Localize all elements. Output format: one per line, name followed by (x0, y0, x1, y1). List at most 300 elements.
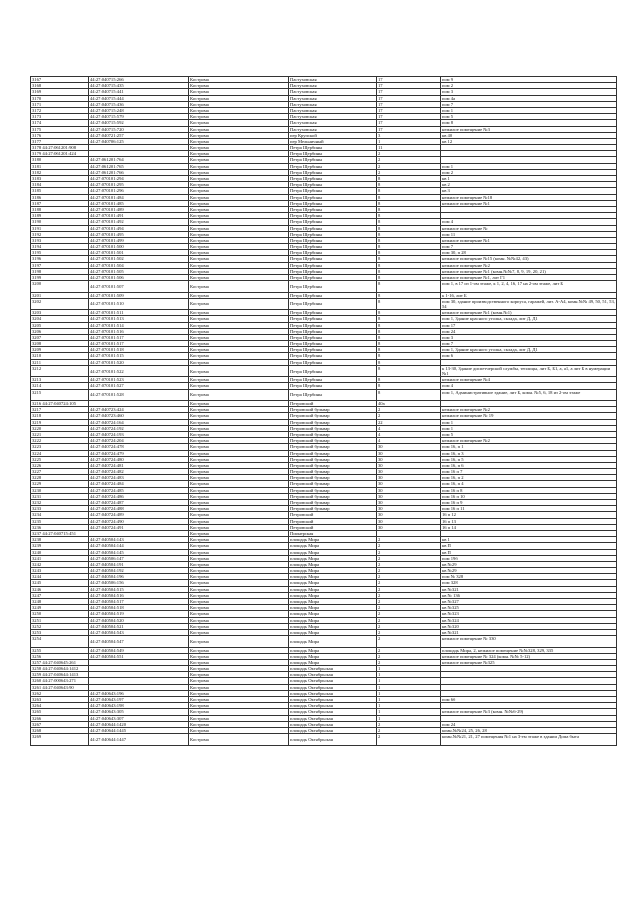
premises-note: к 13-30, Здание диспетчерской службы, теплицы, лит Б, Б1, а, а1, а лит Б в нумерации №1 (441, 365, 617, 376)
street-cell: площадь Мира (289, 586, 377, 592)
house-cell: 8 (377, 219, 441, 225)
entry-number: 3254 (31, 636, 89, 647)
entry-number: 3169 (31, 89, 89, 95)
house-cell: 2 (377, 605, 441, 611)
street-cell: площадь Октябрьская (289, 721, 377, 727)
street-cell: пер Мельничный (289, 138, 377, 144)
street-cell: площадь Мира (289, 653, 377, 659)
cadastral-number: 44:27:040504:196 (89, 574, 189, 580)
house-cell: 2 (377, 727, 441, 733)
house-cell: 30 (377, 512, 441, 518)
house-cell: 8 (377, 237, 441, 243)
entry-number: 3190 (31, 219, 89, 225)
cadastral-number: 44:27:040504:144 (89, 543, 189, 549)
city-cell: Кострома (189, 389, 289, 400)
cadastral-number: 44:27:040504:520 (89, 617, 189, 623)
house-cell: 8 (377, 359, 441, 365)
table-row (31, 365, 617, 376)
cadastral-number: 44:27:040504:518 (89, 605, 189, 611)
city-cell: Кострома (189, 599, 289, 605)
entry-number: 3197 (31, 262, 89, 268)
city-cell: Кострома (189, 377, 289, 383)
city-cell: Кострома (189, 605, 289, 611)
street-cell: Петровский бульвар (289, 431, 377, 437)
entry-number: 3230 (31, 487, 89, 493)
premises-note: пом 16, п 1 (441, 444, 617, 450)
city-cell: Кострома (189, 132, 289, 138)
house-cell: 8 (377, 347, 441, 353)
entry-number: 3175 (31, 126, 89, 132)
cadastral-number: 44:27:070101:522 (89, 365, 189, 376)
street-cell: площадь Мира (289, 592, 377, 598)
house-cell: 2 (377, 568, 441, 574)
city-cell: Кострома (189, 586, 289, 592)
house-cell: 8 (377, 353, 441, 359)
street-cell: Петра Щербины (289, 365, 377, 376)
premises-note: пом 7 (441, 341, 617, 347)
premises-note: кв №321 (441, 586, 617, 592)
house-cell: 8 (377, 188, 441, 194)
premises-note: нежилое помещение № 330 (441, 636, 617, 647)
entry-number: 3210 (31, 353, 89, 359)
entry-number: 3173 (31, 114, 89, 120)
street-cell: Петра Щербины (289, 256, 377, 262)
street-cell: Петра Щербины (289, 213, 377, 219)
entry-number: 3226 (31, 462, 89, 468)
cadastral-number: 44:27:070101:515 (89, 353, 189, 359)
street-cell: площадь Мира (289, 543, 377, 549)
premises-note: нежилое помещение №1 (комн.№1) (441, 310, 617, 316)
street-cell: площадь Мира (289, 561, 377, 567)
house-cell: 8 (377, 275, 441, 281)
premises-note: нежилое помещение №1, лит Г1 (441, 275, 617, 281)
street-cell: Петра Щербины (289, 281, 377, 292)
cadastral-number: 44:27:040715:441 (89, 89, 189, 95)
street-cell: Петра Щербины (289, 377, 377, 383)
premises-note: кв П (441, 549, 617, 555)
entry-number: 3178 44:27:061201:908 (31, 145, 89, 151)
premises-note: пом № 328 (441, 574, 617, 580)
street-cell: Петра Щербины (289, 341, 377, 347)
house-cell: 30 (377, 487, 441, 493)
premises-note: пом 1 (441, 107, 617, 113)
cadastral-number: 44:27:040644:1420 (89, 721, 189, 727)
cadastral-number: 44:27:070101:511 (89, 310, 189, 316)
house-cell: 17 (377, 114, 441, 120)
premises-note: пом 2 (441, 83, 617, 89)
cadastral-number: 44:27:070101:501 (89, 250, 189, 256)
entry-number: 3201 (31, 292, 89, 298)
street-cell: Петровский (289, 518, 377, 524)
house-cell: 17 (377, 101, 441, 107)
street-cell: Петра Щербины (289, 237, 377, 243)
premises-note: комн.№№24, 25, 26, 28 (441, 727, 617, 733)
cadastral-number: 44:27:070101:507 (89, 281, 189, 292)
entry-number: 3168 (31, 83, 89, 89)
house-cell: 30 (377, 450, 441, 456)
cadastral-number: 44:27:070101:502 (89, 256, 189, 262)
cadastral-number: 44:27:040715:444 (89, 95, 189, 101)
street-cell: Пастуховская (289, 126, 377, 132)
street-cell: площадь Октябрьская (289, 666, 377, 672)
entry-number: 3268 (31, 727, 89, 733)
cadastral-number: 44:27:040504:145 (89, 549, 189, 555)
premises-note: кв №321 (441, 629, 617, 635)
cadastral-number: 44:27:040724:478 (89, 444, 189, 450)
city-cell: Кострома (189, 310, 289, 316)
entry-number: 3204 (31, 316, 89, 322)
city-cell: Кострома (189, 145, 289, 151)
cadastral-number: 44:27:040643:196 (89, 690, 189, 696)
house-cell: 2 (377, 151, 441, 157)
premises-note: пом 5 (441, 431, 617, 437)
street-cell: Петра Щербины (289, 231, 377, 237)
cadastral-number: 44:27:040724:485 (89, 487, 189, 493)
house-cell: 8 (377, 200, 441, 206)
street-cell: Петровский бульвар (289, 407, 377, 413)
premises-note: нежилое помещение №1 (441, 237, 617, 243)
entry-number: 3235 (31, 518, 89, 524)
premises-note: пом 11 (441, 231, 617, 237)
cadastral-number: 44:27:070101:528 (89, 389, 189, 400)
street-cell: площадь Октябрьская (289, 703, 377, 709)
cadastral-number: 44:27:061201:766 (89, 169, 189, 175)
premises-note: пом 16, п 6 (441, 462, 617, 468)
city-cell: Кострома (189, 268, 289, 274)
street-cell: площадь Мира (289, 647, 377, 653)
cadastral-number: 44:27:040724:486 (89, 493, 189, 499)
city-cell: Кострома (189, 537, 289, 543)
premises-note: пом 16 п 9 (441, 500, 617, 506)
entry-number: 3172 (31, 107, 89, 113)
house-cell: 8 (377, 182, 441, 188)
entry-number: 3245 (31, 580, 89, 586)
cadastral-number: 44:27:070101:499 (89, 237, 189, 243)
premises-note: нежилое помещение №325 (441, 659, 617, 665)
entry-number: 3211 (31, 359, 89, 365)
entry-number: 3213 (31, 377, 89, 383)
city-cell: Кострома (189, 206, 289, 212)
city-cell: Кострома (189, 709, 289, 715)
street-cell: Петровский (289, 512, 377, 518)
city-cell: Кострома (189, 347, 289, 353)
city-cell: Кострома (189, 431, 289, 437)
entry-number: 3253 (31, 629, 89, 635)
premises-note: пом 16 п 10 (441, 493, 617, 499)
table-row (31, 734, 617, 745)
city-cell: Кострома (189, 684, 289, 690)
entry-number: 3269 (31, 734, 89, 745)
premises-note: пом 1, в 17 из 1-ом этаже, к 1, 2, 4, 16, 17 на 2-ом этаже, лит Б (441, 281, 617, 292)
premises-note: нежилое помещение №18 (441, 194, 617, 200)
cadastral-number: 44:27:040506:147 (89, 555, 189, 561)
entry-number: 3251 (31, 617, 89, 623)
street-cell: площадь Мира (289, 599, 377, 605)
house-cell: 2 (377, 407, 441, 413)
entry-number: 3225 (31, 456, 89, 462)
cadastral-number: 44:27:040715:579 (89, 114, 189, 120)
premises-note: кв №327 (441, 599, 617, 605)
entry-number: 3266 (31, 715, 89, 721)
city-cell: Кострома (189, 200, 289, 206)
city-cell: Кострома (189, 469, 289, 475)
entry-number: 3233 (31, 506, 89, 512)
house-cell: 2 (377, 157, 441, 163)
house-cell: 8 (377, 176, 441, 182)
entry-number: 3217 (31, 407, 89, 413)
house-cell: 17 (377, 107, 441, 113)
premises-note: кв П (441, 543, 617, 549)
city-cell: Кострома (189, 672, 289, 678)
house-cell: 1 (377, 715, 441, 721)
house-cell: 2 (377, 549, 441, 555)
street-cell: площадь Мира (289, 537, 377, 543)
street-cell: Петровский бульвар (289, 481, 377, 487)
premises-note: пом 7 (441, 101, 617, 107)
house-cell: 8 (377, 268, 441, 274)
premises-note: пом 4а (441, 95, 617, 101)
entry-number: 3209 (31, 347, 89, 353)
city-cell: Кострома (189, 555, 289, 561)
house-cell: 8 (377, 310, 441, 316)
street-cell: Петровский бульвар (289, 475, 377, 481)
city-cell: Кострома (189, 237, 289, 243)
premises-note: нежилое помещение №15 (комн. №№42, 43) (441, 256, 617, 262)
street-cell: Пастуховская (289, 114, 377, 120)
street-cell: Петровский бульвар (289, 413, 377, 419)
cadastral-number: 44:27:070101:514 (89, 322, 189, 328)
cadastral-number: 44:27:040724:491 (89, 524, 189, 530)
premises-note: к 1-16, лит Б (441, 292, 617, 298)
cadastral-number: 44:27:040504:551 (89, 653, 189, 659)
premises-note: нежилое помещение №2 (441, 262, 617, 268)
street-cell: Петра Щербины (289, 298, 377, 309)
street-cell: площадь Мира (289, 605, 377, 611)
cadastral-number: 44:27:040724:490 (89, 518, 189, 524)
house-cell: 1 (377, 709, 441, 715)
entry-number: 3228 (31, 475, 89, 481)
house-cell: 17 (377, 89, 441, 95)
house-cell: 8 (377, 365, 441, 376)
street-cell: Петровский бульвар (289, 506, 377, 512)
street-cell: площадь Октябрьская (289, 709, 377, 715)
house-cell: 2 (377, 659, 441, 665)
house-cell: 2 (377, 617, 441, 623)
house-cell: 2 (377, 574, 441, 580)
house-cell: 17 (377, 126, 441, 132)
street-cell: Петровский бульвар (289, 456, 377, 462)
street-cell: Петровский бульвар (289, 425, 377, 431)
city-cell: Кострома (189, 83, 289, 89)
premises-note: пом 24 (441, 721, 617, 727)
street-cell: Петровский (289, 401, 377, 407)
house-cell: 2 (377, 592, 441, 598)
city-cell: Кострома (189, 225, 289, 231)
entry-number: 3200 (31, 281, 89, 292)
house-cell: 30 (377, 493, 441, 499)
house-cell: 2 (377, 561, 441, 567)
house-cell: 8 (377, 256, 441, 262)
city-cell: Кострома (189, 715, 289, 721)
entry-number: 3186 (31, 194, 89, 200)
house-cell: 1 (377, 678, 441, 684)
street-cell: Петровский (289, 524, 377, 530)
cadastral-number: 44:27:070101:509 (89, 292, 189, 298)
city-cell: Кострома (189, 678, 289, 684)
house-cell: 1 (377, 672, 441, 678)
entry-number: 3218 (31, 413, 89, 419)
entry-number: 3255 (31, 647, 89, 653)
cadastral-number: 44:27:040504:517 (89, 599, 189, 605)
entry-number: 3246 (31, 586, 89, 592)
cadastral-number: 44:27:040504:547 (89, 636, 189, 647)
street-cell: Пионерская (289, 530, 377, 536)
premises-note: кв №320 (441, 623, 617, 629)
city-cell: Кострома (189, 623, 289, 629)
premises-note: нежилое помещение № 19 (441, 413, 617, 419)
house-cell: 8 (377, 334, 441, 340)
house-cell: 2 (377, 721, 441, 727)
street-cell: Петра Щербины (289, 353, 377, 359)
premises-note: пом 16 п 11 (441, 506, 617, 512)
house-cell: 1 (377, 697, 441, 703)
cadastral-number: 44:27:040724:484 (89, 481, 189, 487)
entry-number: 3227 (31, 469, 89, 475)
premises-note: пом 3 (441, 334, 617, 340)
house-cell: 1 (377, 690, 441, 696)
cadastral-number: 44:27:040643:197 (89, 697, 189, 703)
cadastral-number: 44:27:040644:1445 (89, 727, 189, 733)
premises-note: нежилое помещение №3 (комн. №№6-29) (441, 709, 617, 715)
city-cell: Кострома (189, 89, 289, 95)
entry-number: 3242 (31, 561, 89, 567)
street-cell: Петра Щербины (289, 182, 377, 188)
house-cell: 2 (377, 623, 441, 629)
entry-number: 3238 (31, 537, 89, 543)
house-cell: 8 (377, 341, 441, 347)
city-cell: Кострома (189, 298, 289, 309)
cadastral-number: 44:27:070101:505 (89, 268, 189, 274)
city-cell: Кострома (189, 549, 289, 555)
entry-number: 3259 44:27:040644:1413 (31, 672, 89, 678)
house-cell: 30 (377, 500, 441, 506)
cadastral-number: 44:27:070101:510 (89, 298, 189, 309)
cadastral-number: 44:27:040706:125 (89, 138, 189, 144)
street-cell: площадь Мира (289, 568, 377, 574)
street-cell: Петра Щербины (289, 200, 377, 206)
street-cell: площадь Мира (289, 549, 377, 555)
entry-number: 3260 44:27:000643:271 (31, 678, 89, 684)
entry-number: 3236 (31, 524, 89, 530)
house-cell: 40а (377, 401, 441, 407)
premises-note: пом 1 (441, 425, 617, 431)
entry-number: 3171 (31, 101, 89, 107)
city-cell: Кострома (189, 407, 289, 413)
premises-note: пом 16 п 8 (441, 487, 617, 493)
premises-note: кв 3 (441, 188, 617, 194)
house-cell: 8 (377, 213, 441, 219)
city-cell: Кострома (189, 666, 289, 672)
city-cell: Кострома (189, 592, 289, 598)
premises-note: пом 1 (441, 163, 617, 169)
house-cell: 1 (377, 666, 441, 672)
premises-note: пом 4 (441, 219, 617, 225)
city-cell: Кострома (189, 690, 289, 696)
premises-note: пом 16, п 5 (441, 456, 617, 462)
street-cell: Петра Щербины (289, 316, 377, 322)
city-cell: Кострома (189, 114, 289, 120)
street-cell: Петра Щербины (289, 219, 377, 225)
house-cell: 2 (377, 647, 441, 653)
street-cell: Петра Щербины (289, 389, 377, 400)
entry-number: 3249 (31, 605, 89, 611)
street-cell: площадь Октябрьская (289, 734, 377, 745)
street-cell: Петра Щербины (289, 322, 377, 328)
cadastral-number: 44:27:070101:504 (89, 262, 189, 268)
cadastral-number: 44:27:070101:516 (89, 328, 189, 334)
cadastral-number: 44:27:040724:482 (89, 469, 189, 475)
cadastral-number: 44:27:061201:764 (89, 157, 189, 163)
table-row (31, 281, 617, 292)
entry-number: 3252 (31, 623, 89, 629)
city-cell: Кострома (189, 580, 289, 586)
house-cell: 30 (377, 506, 441, 512)
city-cell: Кострома (189, 176, 289, 182)
premises-note: пом 2 (441, 169, 617, 175)
city-cell: Кострома (189, 275, 289, 281)
entry-number: 3214 (31, 383, 89, 389)
street-cell: площадь Октябрьская (289, 684, 377, 690)
street-cell: Пастуховская (289, 120, 377, 126)
cadastral-number: 44:27:070101:500 (89, 244, 189, 250)
house-cell: 4 (377, 431, 441, 437)
cadastral-number: 44:27:040504:519 (89, 611, 189, 617)
city-cell: Кострома (189, 151, 289, 157)
cadastral-number: 44:27:040504:191 (89, 561, 189, 567)
city-cell: Кострома (189, 231, 289, 237)
house-cell: 8 (377, 262, 441, 268)
cadastral-number: 44:27:040724:479 (89, 450, 189, 456)
house-cell: 30 (377, 518, 441, 524)
house-cell: 2 (377, 537, 441, 543)
city-cell: Кострома (189, 292, 289, 298)
entry-number: 3250 (31, 611, 89, 617)
premises-note: пом 7 (441, 244, 617, 250)
entry-number: 3224 (31, 450, 89, 456)
cadastral-number: 44:27:070101:520 (89, 359, 189, 365)
cadastral-number: 44:27:070101:494 (89, 225, 189, 231)
street-cell: Петра Щербины (289, 262, 377, 268)
premises-note: комн.№№21, 21, 27 помещения №1 на 3-ем этаже в здании Дома быта (441, 734, 617, 745)
premises-note: пом 1, Административное здание, лит Б, комн. №5, 6, 18 из 2-ом этаже (441, 389, 617, 400)
house-cell: 2 (377, 599, 441, 605)
entry-number: 3177 (31, 138, 89, 144)
cadastral-number: 44:27:040724:204 (89, 438, 189, 444)
house-cell: 17 (377, 95, 441, 101)
street-cell: площадь Мира (289, 611, 377, 617)
street-cell: площадь Мира (289, 623, 377, 629)
city-cell: Кострома (189, 359, 289, 365)
house-cell: 17 (377, 120, 441, 126)
city-cell: Кострома (189, 500, 289, 506)
city-cell: Кострома (189, 444, 289, 450)
street-cell: Петровский бульвар (289, 493, 377, 499)
city-cell: Кострома (189, 636, 289, 647)
premises-note: нежилое помещение №2 (441, 407, 617, 413)
entry-number: 3256 (31, 653, 89, 659)
premises-note: нежилое помещение №2 (441, 438, 617, 444)
house-cell: 11 (377, 145, 441, 151)
